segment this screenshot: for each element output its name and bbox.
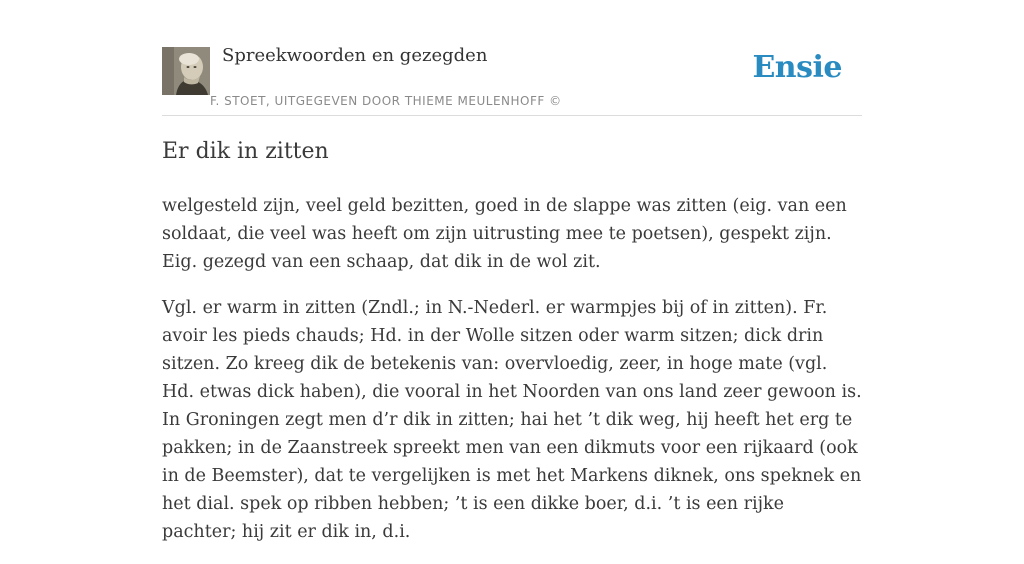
entry-paragraph-2: Vgl. er warm in zitten (Zndl.; in N.-Nederl. er warmpjes bij of in zitten). Fr. avoir les pieds chauds; Hd. in der Wolle sitzen oder warm sitzen; dick drin sitzen. Zo kreeg dik de betekenis van: overvloedig, zeer, in hoge mate (vgl. Hd. etwas dick haben), die vooral in het Noorden van ons land zeer gewoon is. In Groningen zegt men d’r dik in zitten; hai het ’t dik weg, hij heeft het erg te pakken; in de Zaanstreek spreekt men van een dikmuts voor een rijkaard (ook in de Beemster), dat te vergelijken is met het Markens diknek, ons speknek en het dial. spek op ribben hebben; ’t is een dikke boer, d.i. ’t is een rijke pachter; hij zit er dik in, d.i.	[162, 298, 862, 542]
entry-title: Er dik in zitten	[162, 139, 329, 164]
source-header	[162, 0, 862, 116]
source-credit: F. STOET, UITGEGEVEN DOOR THIEME MEULENHOFF ©	[210, 94, 562, 108]
source-title[interactable]: Spreekwoorden en gezegden	[222, 45, 488, 66]
portrait-image	[162, 47, 210, 95]
entry-body	[162, 192, 862, 564]
author-portrait[interactable]	[162, 47, 210, 95]
entry-paragraph-1: welgesteld zijn, veel geld bezitten, goed in de slappe was zitten (eig. van een soldaat, die veel was heeft om zijn uitrusting mee te poetsen), gespekt zijn. Eig. gezegd van een schaap, dat dik in de wol zit.	[162, 196, 847, 272]
ensie-logo-link[interactable]: Ensie	[752, 50, 842, 85]
page-container	[162, 0, 862, 542]
